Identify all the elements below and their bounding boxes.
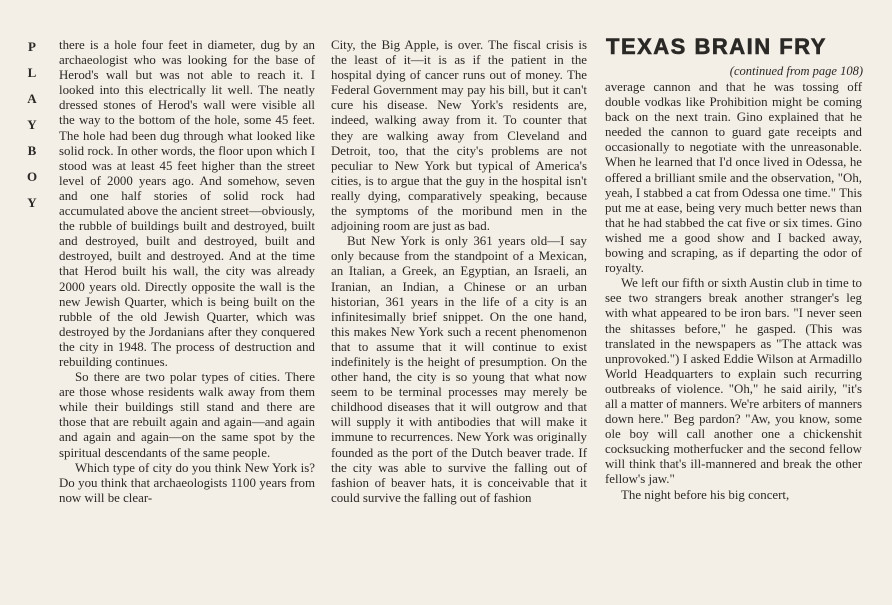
side-letter: A [27,91,37,106]
side-letter: P [28,39,36,54]
magazine-side-label [22,40,42,222]
text-column-right [605,80,862,503]
paragraph: average cannon and that he was tossing off double vodkas like Prohibition might be coming back on the next train. Gino explained that he needed the cannon to guard gate receipts and occasionally to negotiate with the unreasonable. When he learned that I'd once lived in Odessa, he offered a brilliant smile and the observation, "Oh, yeah, I stabbed a cat from Odessa one time." This put me at ease, being very much better news than that he had stabbed the cat five or six times. Gino wished me a good show and I backed away, bowing and scraping, as if departing the odor of royalty. [605,80,862,276]
text-column-left [59,38,315,506]
text-column-middle [331,38,587,506]
paragraph: Which type of city do you think New York is? Do you think that archaeologists 1100 years from now will be clear- [59,460,315,505]
side-letter: B [27,143,37,158]
paragraph: City, the Big Apple, is over. The fiscal crisis is the least of it—it is as if the patient in the hospital dying of cancer runs out of money. The Federal Government may pay his bill, but it can't cure his disease. New York's residents are, indeed, walking away from it. To counter that they are walking away from Cleveland and Detroit, too, that the city's problems are not peculiar to New York but typical of America's cities, is to argue that the guy in the hospital isn't really dying, comparatively speaking, because the symptoms of the moribund men in the adjoining room are just as bad. [331,38,587,234]
side-letter: O [26,169,38,184]
paragraph: there is a hole four feet in diameter, dug by an archaeologist who was looking for the base of Herod's wall but was not able to reach it. I looked into this electrically lit well. The neatly dressed stones of Herod's wall were visible all the way to the bottom of the hole, some 45 feet. The hole had been dug through what looked like solid rock. In other words, the floor upon which I stood was at least 45 feet higher than the street level of 2000 years ago. And somehow, seven and one half stories of solid rock had accumulated above the ancient street—obviously, the rubble of buildings built and destroyed, built and destroyed, built and destroyed, built and destroyed, built and destroyed. And at the time that Herod built his wall, the city was already 2000 years old. Directly opposite the wall is the new Jewish Quarter, which is being built on the rubble of the old Jewish Quarter, which was destroyed by the Jordanians after they conquered the city in 1948. The process of destruction and rebuilding continues. [59,38,315,369]
side-letter: Y [27,117,37,132]
side-letter: L [27,65,37,80]
paragraph: But New York is only 361 years old—I say only because from the standpoint of a Mexican, an Italian, a Greek, an Egyptian, an Israeli, an Iranian, an Indian, a Chinese or an urban historian, 361 years in the life of a city is an infinitesimally brief snippet. On the one hand, this makes New York such a recent phenomenon that to assume that it will continue to exist indefinitely is the height of presumption. On the other hand, the city is so young that what now seem to be terminal processes may merely be childhood diseases that it will outgrow and that will supply it with antibodies that will make it immune to recurrences. New York was originally founded as the port of the Dutch beaver trade. If the city was able to survive the falling out of fashion of beaver hats, it is conceivable that it could survive the falling out of fashion [331,234,587,505]
paragraph: So there are two polar types of cities. There are those whose residents walk away from them while their buildings still stand and there are those that are rebuilt again and again—and again and again and again—on the same spot by the spiritual descendants of the same people. [59,370,315,460]
side-letter: Y [27,195,37,210]
paragraph: We left our fifth or sixth Austin club in time to see two strangers break another stranger's leg with what appeared to be iron bars. "I never seen the shitasses before," he gasped. (This was translated in the newspapers as "The attack was unprovoked.") I asked Eddie Wilson at Armadillo World Headquarters to explain such recurring outbreaks of violence. "Oh," he said airily, "it's all a matter of manners. We're arbiters of manners down here." Beg pardon? "Aw, you know, some ole boy will call another one a chickenshit cocksucking motherfucker and the second fellow will think that's ill-mannered and break the other fellow's jaw." [605,276,862,487]
continued-note: (continued from page 108) [729,64,863,78]
article-title: TEXAS BRAIN FRY [606,34,827,59]
paragraph: The night before his big concert, [621,487,790,502]
